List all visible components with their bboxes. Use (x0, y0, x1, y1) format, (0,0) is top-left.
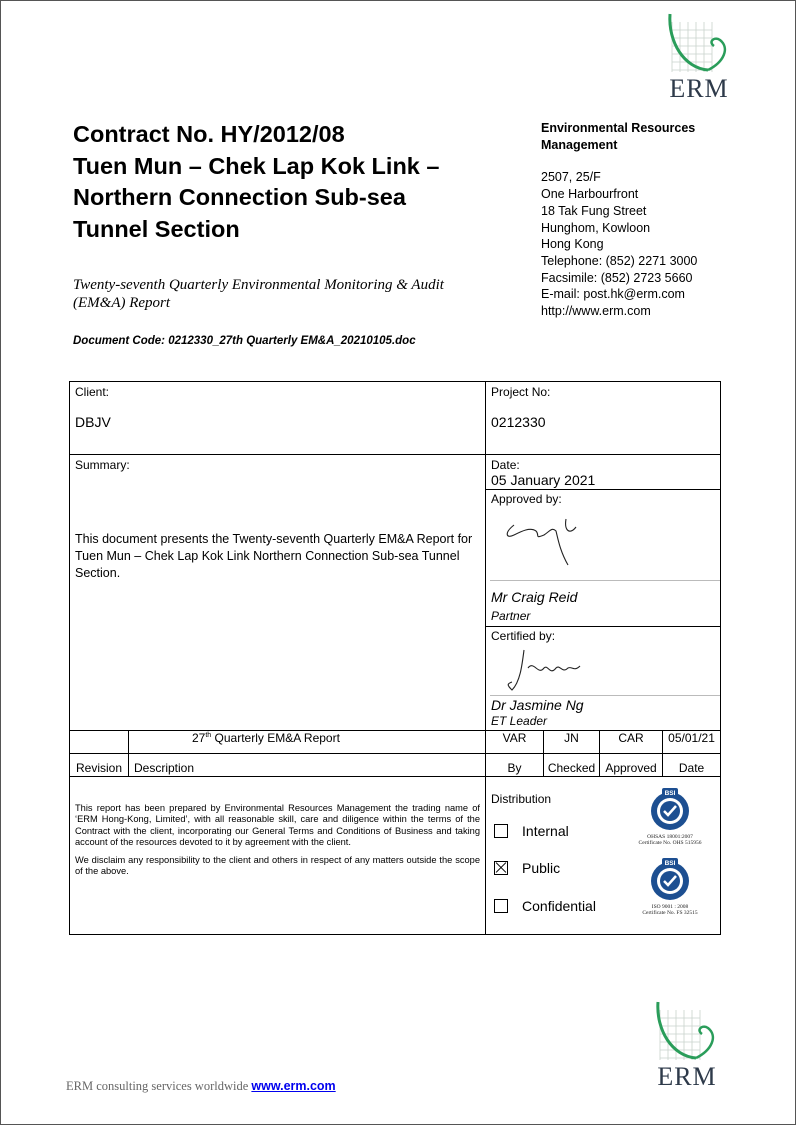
project-cell (486, 382, 721, 455)
erm-logo-text: ERM (669, 74, 729, 103)
title-line: Tuen Mun – Chek Lap Kok Link – (73, 152, 440, 179)
badge-standard: OHSAS 18001:2007 (647, 833, 693, 840)
checkbox-icon[interactable] (494, 824, 508, 838)
distribution-option-label: Internal (522, 823, 569, 839)
distribution-public[interactable] (494, 860, 560, 876)
email-link[interactable]: E-mail: post.hk@erm.com (541, 287, 685, 302)
disclaimer-paragraph: This report has been prepared by Environmental Resources Management the trading name of ‘ERM Hong-Kong, Limited’, with all reasonable skill, care and diligence within the terms of the Contract with the client, incorporating our General Terms and Conditions of Business and taking account of the resources devoted to it by agreement with the client. (75, 803, 481, 847)
disclaimer-paragraph: We disclaim any responsibility to the client and others in respect of any matters outside the scope of the above. (75, 855, 481, 877)
erm-logo-bottom (652, 1000, 722, 1092)
certifier-name: Dr Jasmine Ng (491, 697, 584, 713)
certifier-role: ET Leader (491, 714, 548, 728)
checkbox-icon[interactable] (494, 899, 508, 913)
date-label: Date: (491, 458, 520, 472)
svg-text:BSI: BSI (664, 860, 676, 867)
bsi-iso-badge (634, 857, 706, 917)
revision-value (70, 731, 129, 754)
date-value: 05 January 2021 (491, 472, 596, 488)
approver-role: Partner (491, 609, 531, 623)
revision-by: VAR (486, 731, 544, 754)
svg-text:BSI: BSI (664, 790, 676, 797)
title-line: Tunnel Section (73, 215, 240, 242)
report-subtitle: Twenty-seventh Quarterly Environmental Monitoring & Audit (EM&A) Report (73, 277, 444, 311)
footer-website-link[interactable]: www.erm.com (251, 1079, 336, 1093)
client-value: DBJV (75, 414, 111, 430)
summary-cell (70, 455, 486, 731)
project-label: Project No: (491, 385, 551, 399)
revision-header: Revision (70, 754, 129, 777)
distribution-option-label: Confidential (522, 898, 596, 914)
address-line: One Harbourfront (541, 187, 639, 202)
company-name: Environmental Resources Management (541, 121, 696, 152)
distribution-cell (486, 777, 721, 935)
approved-box (486, 489, 720, 627)
document-code: Document Code: 0212330_27th Quarterly EM&A_20210105.doc (73, 335, 416, 347)
distribution-internal[interactable] (494, 823, 569, 839)
certified-box (486, 626, 720, 730)
badge-certificate: Certificate No. OHS 515956 (638, 840, 702, 846)
client-label: Client: (75, 385, 110, 399)
signature-craig-reid (500, 509, 590, 569)
erm-logo-text: ERM (657, 1062, 717, 1091)
revision-header-row (70, 754, 721, 777)
revision-entry-row (70, 731, 721, 754)
checked-box-icon[interactable] (494, 861, 508, 875)
website-link[interactable]: http://www.erm.com (541, 304, 651, 319)
approval-cell (486, 455, 721, 731)
revision-date: 05/01/21 (663, 731, 721, 754)
revision-approved: CAR (600, 731, 663, 754)
erm-logo-icon (664, 12, 734, 74)
document-control-table (69, 381, 721, 935)
distribution-label: Distribution (491, 792, 552, 806)
telephone: Telephone: (852) 2271 3000 (541, 253, 698, 268)
approved-label: Approved by: (491, 492, 562, 506)
description-header: Description (129, 754, 486, 777)
badge-certificate: Certificate No. FS 32515 (642, 910, 698, 916)
title-line: Contract No. HY/2012/08 (73, 121, 345, 147)
by-header: By (486, 754, 544, 777)
erm-logo-icon (652, 1000, 722, 1062)
badge-standard: ISO 9001 : 2008 (651, 903, 689, 910)
certified-label: Certified by: (491, 629, 556, 643)
bsi-ohsas-badge (634, 787, 706, 847)
bsi-certification-icon (648, 857, 692, 901)
address-line: 2507, 25/F (541, 170, 601, 185)
title-line: Northern Connection Sub-sea (73, 184, 406, 210)
revision-checked: JN (544, 731, 600, 754)
signature-jasmine-ng (504, 646, 594, 696)
contract-title (73, 119, 493, 245)
client-cell (70, 382, 486, 455)
project-value: 0212330 (491, 414, 546, 430)
erm-logo-top (664, 12, 734, 104)
approved-header: Approved (600, 754, 663, 777)
checked-header: Checked (544, 754, 600, 777)
bsi-certification-icon (648, 787, 692, 831)
date-header: Date (663, 754, 721, 777)
footer (66, 1079, 336, 1094)
footer-text: ERM consulting services worldwide (66, 1079, 252, 1093)
summary-text: This document presents the Twenty-seventh Quarterly EM&A Report for Tuen Mun – Chek Lap Kok Link Northern Connection Sub-sea Tunnel Section. (75, 532, 473, 580)
disclaimer-cell (70, 777, 486, 935)
approver-name: Mr Craig Reid (491, 589, 578, 605)
address-line: Hunghom, Kowloon (541, 220, 651, 235)
address-line: 18 Tak Fung Street (541, 203, 647, 218)
facsimile: Facsimile: (852) 2723 5660 (541, 270, 693, 285)
address-line: Hong Kong (541, 237, 604, 252)
summary-label: Summary: (75, 458, 130, 472)
company-address (541, 120, 741, 320)
date-box (486, 455, 720, 490)
revision-description: 27th Quarterly EM&A Report (129, 731, 486, 754)
distribution-confidential[interactable] (494, 898, 596, 914)
distribution-option-label: Public (522, 860, 561, 876)
